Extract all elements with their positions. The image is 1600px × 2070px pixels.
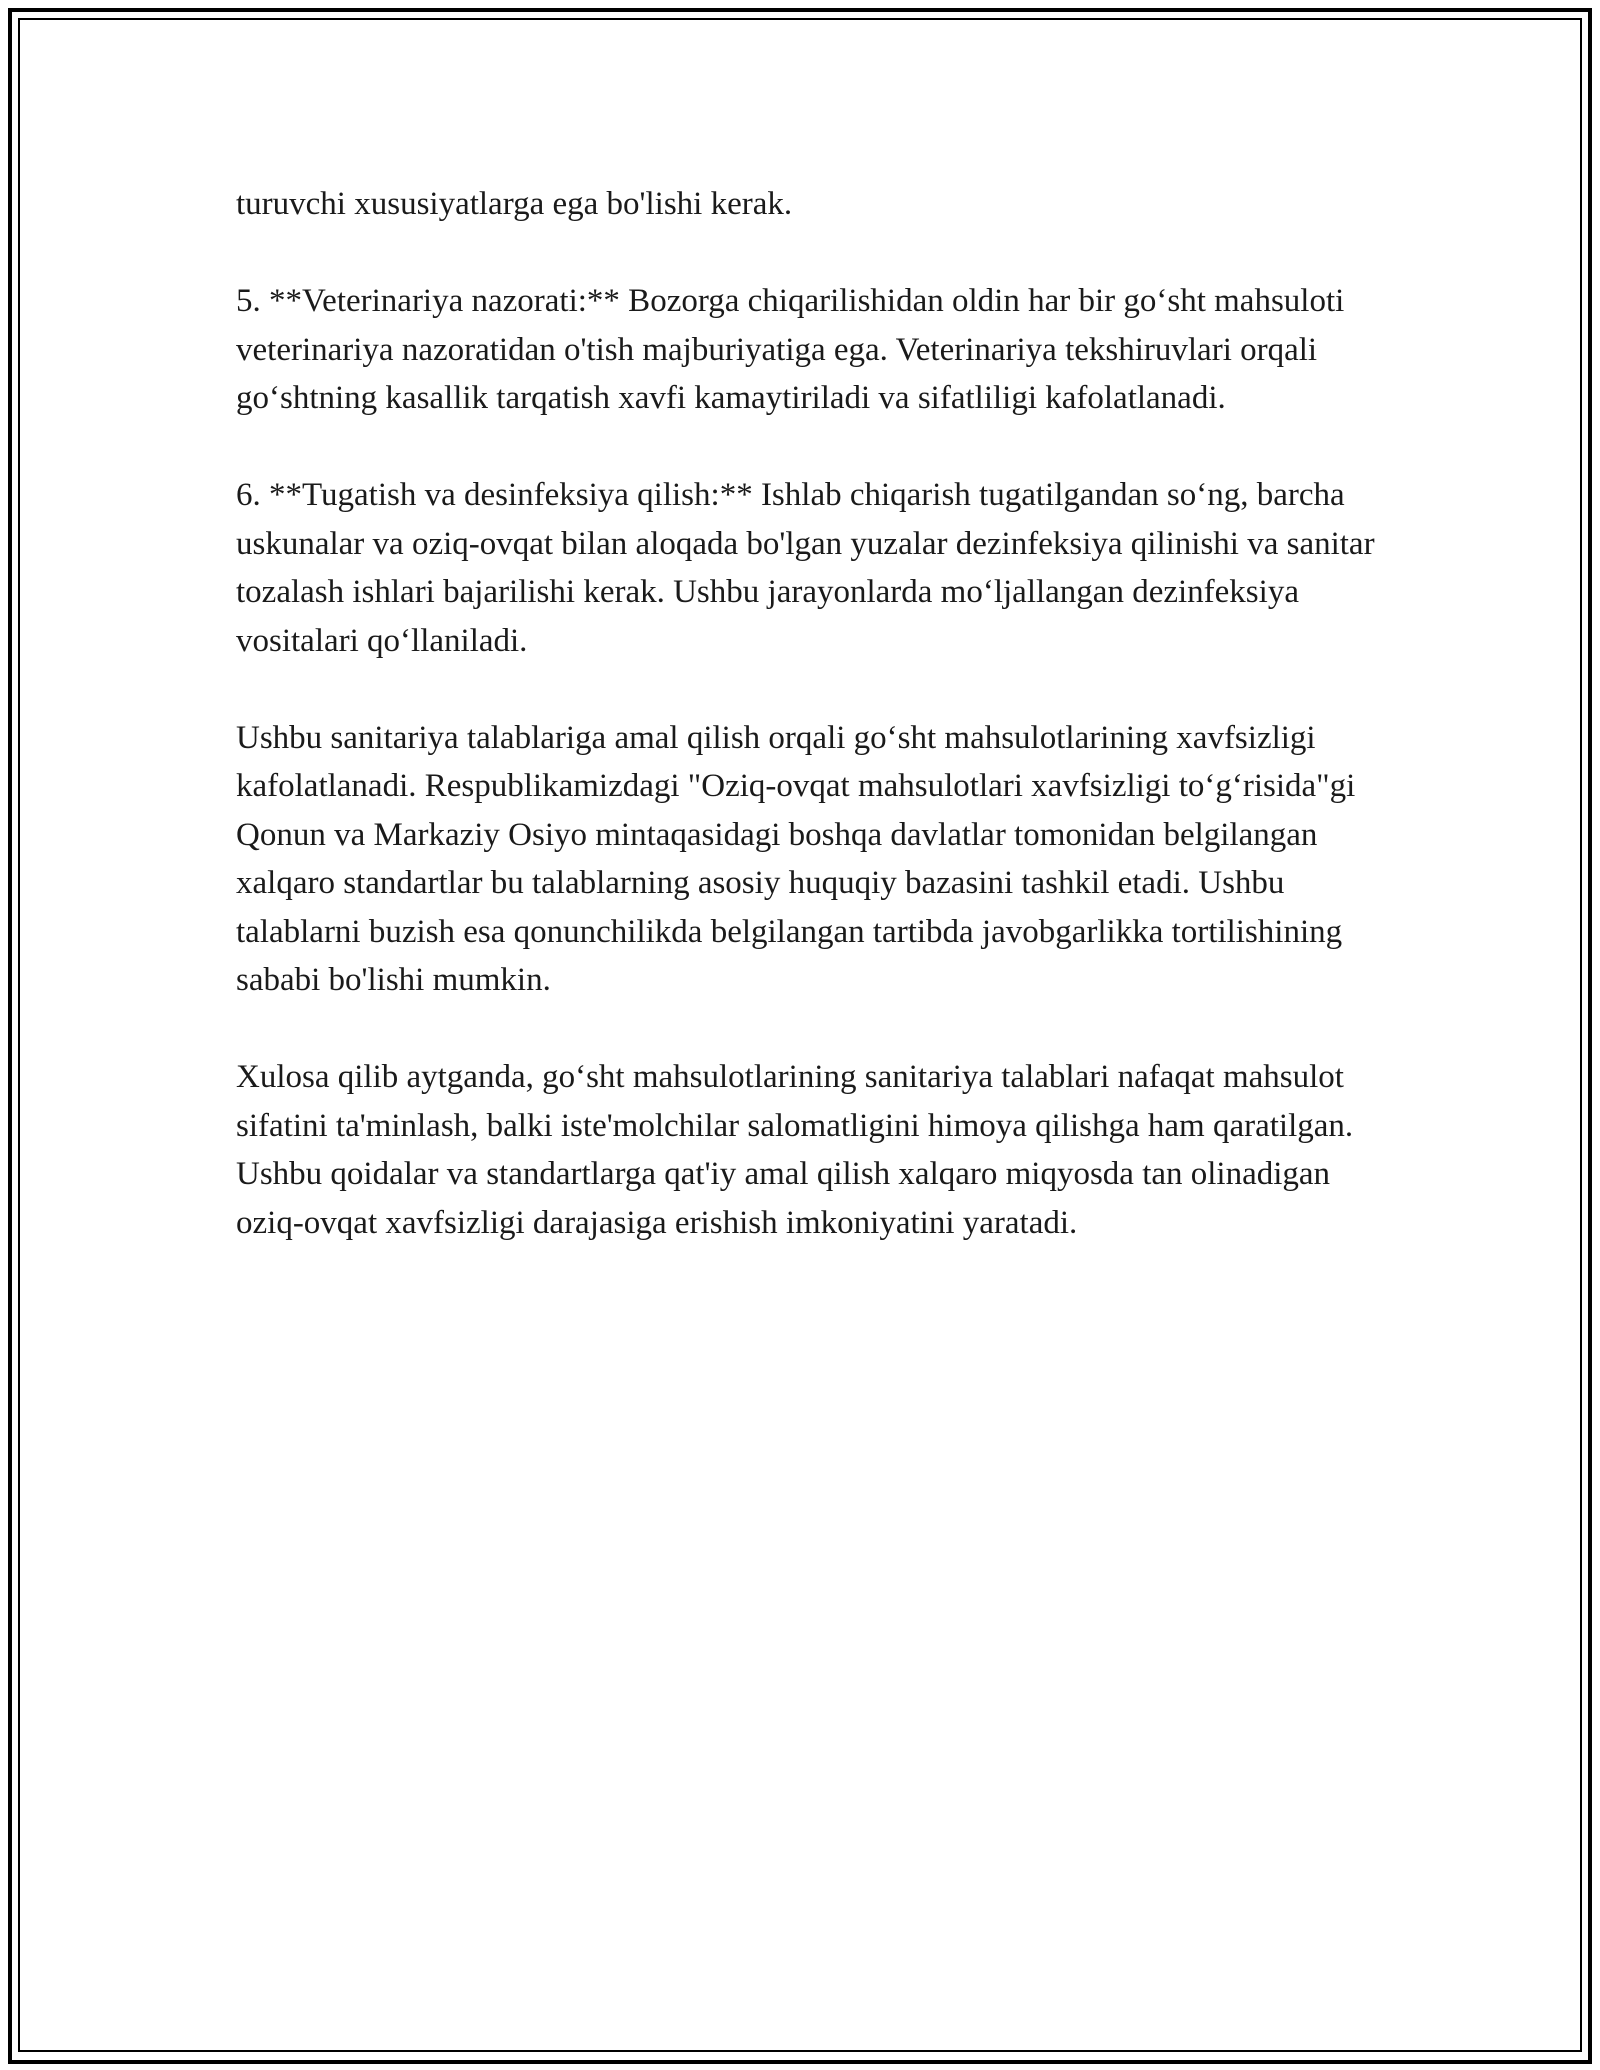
document-body bbox=[236, 180, 1376, 1296]
paragraph-legal-basis: Ushbu sanitariya talablariga amal qilish orqali go‘sht mahsulotlarining xavfsizligi kafolatlanadi. Respublikamizdagi "Oziq-ovqat mahsulotlari xavfsizligi to‘g‘risida"gi Qonun va Markaziy Osiyo mintaqasidagi boshqa davlatlar tomonidan belgilangan xalqaro standartlar bu talablarning asosiy huquqiy bazasini tashkil etadi. Ushbu talablarni buzish esa qonunchilikda belgilangan tartibda javobgarlikka tortilishining sababi bo'lishi mumkin. bbox=[236, 719, 1356, 998]
paragraph-veterinary-control: 5. **Veterinariya nazorati:** Bozorga chiqarilishidan oldin har bir go‘sht mahsuloti veterinariya nazoratidan o'tish majburiyatiga ega. Veterinariya tekshiruvlari orqali go‘shtning kasallik tarqatish xavfi kamaytiriladi va sifatliligi kafolatlanadi. bbox=[236, 283, 1345, 416]
paragraph-disinfection: 6. **Tugatish va desinfeksiya qilish:** Ishlab chiqarish tugatilgandan so‘ng, barcha uskunalar va oziq-ovqat bilan aloqada bo'lgan yuzalar dezinfeksiya qilinishi va sanitar tozalash ishlari bajarilishi kerak. Ushbu jarayonlarda mo‘ljallangan dezinfeksiya vositalari qo‘llaniladi. bbox=[236, 477, 1375, 659]
paragraph-conclusion: Xulosa qilib aytganda, go‘sht mahsulotlarining sanitariya talablari nafaqat mahsulot sifatini ta'minlash, balki iste'molchilar salomatligini himoya qilishga ham qaratilgan. Ushbu qoidalar va standartlarga qat'iy amal qilish xalqaro miqyosda tan olinadigan oziq-ovqat xavfsizligi darajasiga erishish imkoniyatini yaratadi. bbox=[236, 1059, 1354, 1241]
paragraph-continuation: turuvchi xususiyatlarga ega bo'lishi kerak. bbox=[236, 186, 793, 222]
